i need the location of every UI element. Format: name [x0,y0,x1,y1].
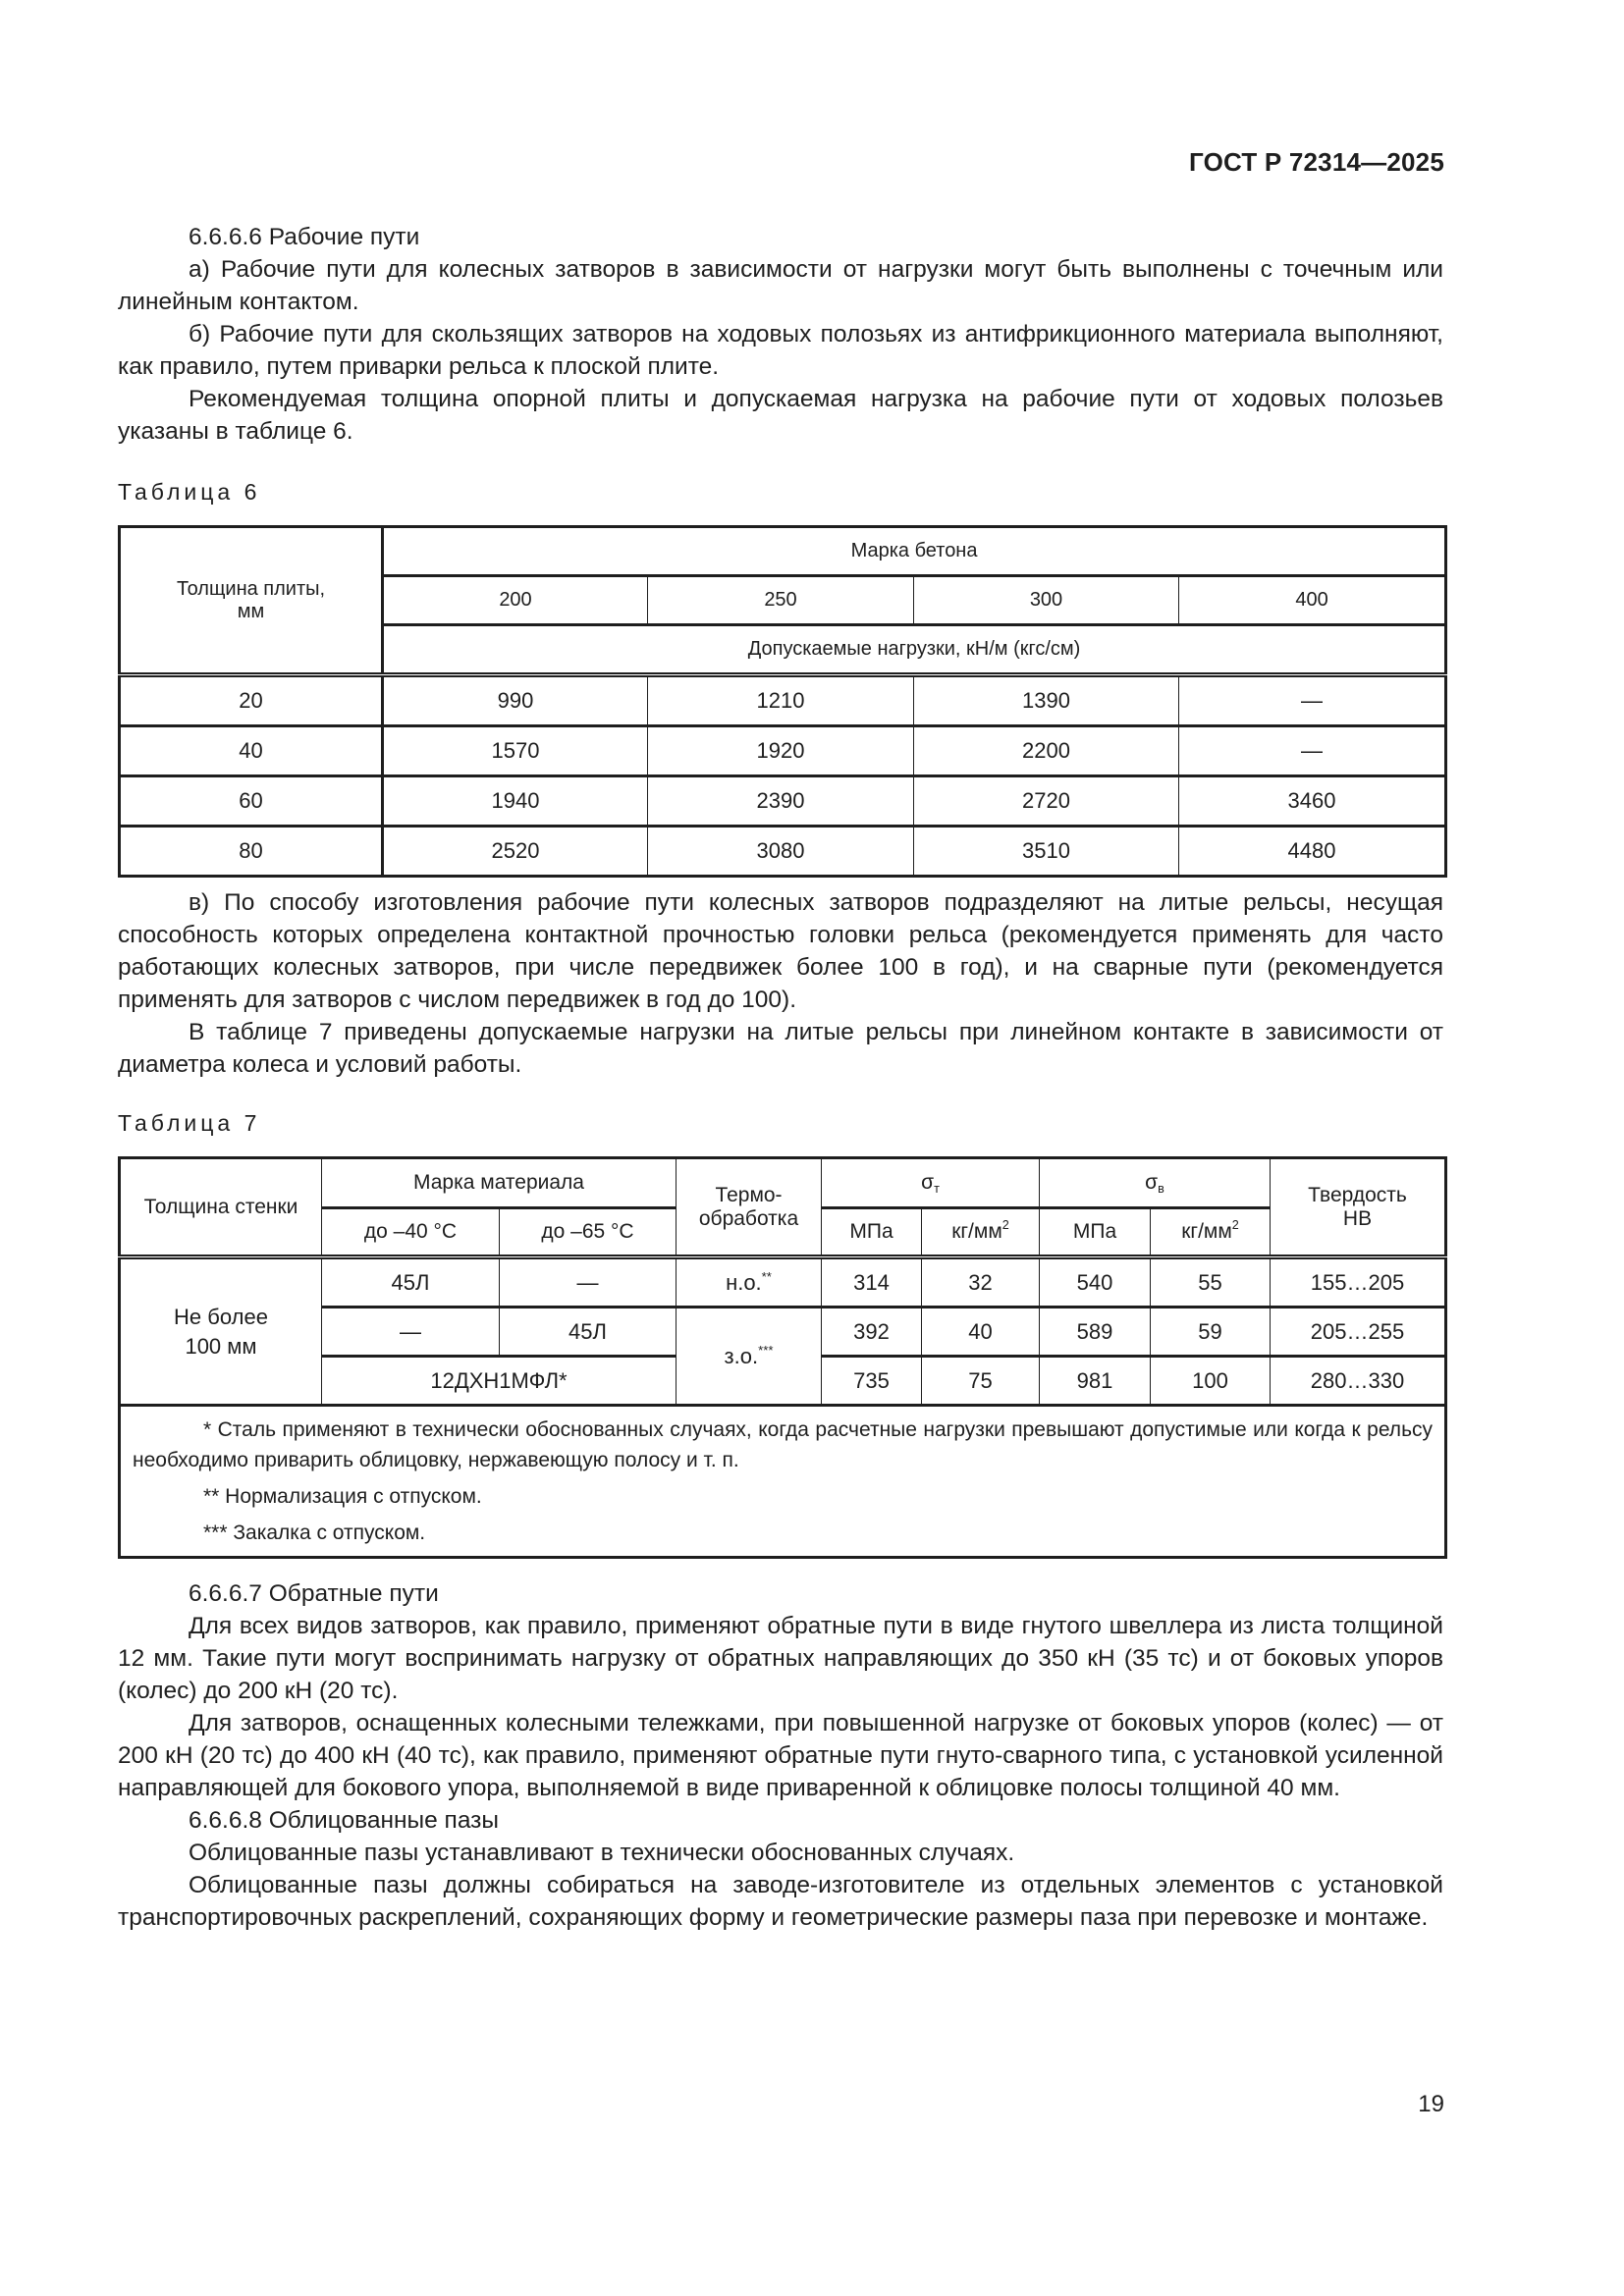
table-row [120,726,1446,776]
header-yield-strength [822,1158,1040,1208]
sigma-symbol: σ [1145,1171,1159,1194]
unit-label: кг/мм [1181,1220,1232,1243]
footnote-ref: *** [758,1342,774,1358]
cell-value: 1940 [383,776,648,827]
cell-value: 2720 [914,776,1179,827]
cell-value: 3460 [1179,776,1446,827]
cell-value: — [1179,675,1446,726]
header-tensile-strength [1040,1158,1271,1208]
cell-wall-thickness: Не более 100 мм [120,1257,322,1406]
table-6-caption: Таблица 6 [118,479,261,505]
cell-yield-mpa: 314 [822,1257,922,1308]
paragraph: Облицованные пазы устанавливают в технически обоснованных случаях. [189,1840,1015,1866]
paragraph-b: б) Рабочие пути для скользящих затворов на ходовых полозьях из антифрикционного материала выполняют, как правило, путем приварки рельса к плоской плите. [118,321,1443,380]
cell-thickness: 80 [120,827,383,877]
treatment-code: н.о. [726,1269,762,1295]
table-7-caption: Таблица 7 [118,1110,261,1136]
paragraph-v: в) По способу изготовления рабочие пути колесных затворов подразделяют на литые рельсы, несущая способность которых определена контактной прочностью головки рельса (рекомендуется применять для часто работающих колесных затворов, при числе передвижек более 100 в год), и на сварные пути (рекомендуется применять для затворов с числом передвижек в год до 100). [118,889,1443,1013]
cell-material-65: — [500,1257,677,1308]
unit-exponent: 2 [1001,1218,1009,1233]
cell-material-merged: 12ДХН1МФЛ* [322,1357,677,1406]
section-title: 6.6.6.7 Обратные пути [189,1580,439,1607]
header-grade-400: 400 [1179,576,1446,625]
sigma-subscript: т [934,1181,940,1196]
header-grade-250: 250 [648,576,914,625]
header-concrete-grade: Марка бетона [383,527,1446,576]
paragraph-a: а) Рабочие пути для колесных затворов в зависимости от нагрузки могут быть выполнены с точечным или линейным контактом. [118,256,1443,315]
sigma-subscript: в [1158,1181,1164,1196]
page-number: 19 [1418,2091,1444,2117]
footnote-2: ** Нормализация с отпуском. [203,1485,482,1508]
cell-value: 4480 [1179,827,1446,877]
cell-thickness: 40 [120,726,383,776]
cell-value: 2200 [914,726,1179,776]
cell-thickness: 20 [120,675,383,726]
cell-value: 990 [383,675,648,726]
cell-hardness: 280…330 [1271,1357,1446,1406]
cell-yield-mpa: 392 [822,1308,922,1357]
table-7 [118,1156,1447,1559]
header-temp-40: до –40 °С [322,1208,500,1257]
table-row [120,776,1446,827]
cell-tensile-mpa: 589 [1040,1308,1151,1357]
cell-value: 1390 [914,675,1179,726]
cell-tensile-kg: 55 [1151,1257,1271,1308]
cell-value: 3510 [914,827,1179,877]
paragraph-table7-intro: В таблице 7 приведены допускаемые нагрузки на литые рельсы при линейном контакте в зависимости от диаметра колеса и условий работы. [118,1019,1443,1078]
cell-tensile-mpa: 981 [1040,1357,1151,1406]
table-notes [120,1406,1446,1558]
cell-tensile-kg: 59 [1151,1308,1271,1357]
treatment-code: з.о. [724,1343,759,1368]
header-plate-thickness: Толщина плиты, мм [120,527,383,675]
cell-material-40: — [322,1308,500,1357]
cell-yield-kg: 40 [922,1308,1040,1357]
cell-value: 2520 [383,827,648,877]
footnote-3: *** Закалка с отпуском. [203,1522,426,1544]
cell-value: 1920 [648,726,914,776]
cell-tensile-kg: 100 [1151,1357,1271,1406]
section-6-6-6-6 [118,221,1443,448]
footnote-ref: ** [761,1268,772,1284]
sigma-symbol: σ [921,1171,935,1194]
header-heat-treatment-label: Термо-обработка [698,1183,799,1230]
cell-yield-kg: 32 [922,1257,1040,1308]
cell-hardness: 155…205 [1271,1257,1446,1308]
paragraph: Облицованные пазы должны собираться на заводе-изготовителе из отдельных элементов с установкой транспортировочных раскреплений, сохраняющих форму и геометрические размеры паза при перевозке и монтаже. [118,1872,1443,1931]
cell-thickness: 60 [120,776,383,827]
header-mpa: МПа [1040,1208,1151,1257]
paragraph-recommendation: Рекомендуемая толщина опорной плиты и допускаемая нагрузка на рабочие пути от ходовых полозьев указаны в таблице 6. [118,386,1443,445]
header-grade-200: 200 [383,576,648,625]
table-row [120,675,1446,726]
header-heat-treatment [677,1158,822,1257]
cell-value: 2390 [648,776,914,827]
cell-value: 1210 [648,675,914,726]
table-row [120,1257,1446,1308]
header-kgmm [922,1208,1040,1257]
header-material-grade: Марка материала [322,1158,677,1208]
section-title: 6.6.6.8 Облицованные пазы [189,1807,500,1834]
header-kgmm [1151,1208,1271,1257]
header-grade-300: 300 [914,576,1179,625]
section-title: 6.6.6.6 Рабочие пути [189,224,420,250]
header-wall-thickness: Толщина стенки [120,1158,322,1257]
cell-tensile-mpa: 540 [1040,1257,1151,1308]
cell-hardness: 205…255 [1271,1308,1446,1357]
header-allowable-loads: Допускаемые нагрузки, кН/м (кгс/см) [383,625,1446,675]
header-mpa: МПа [822,1208,922,1257]
cell-value: 1570 [383,726,648,776]
document-designation: ГОСТ Р 72314—2025 [1189,147,1444,177]
cell-material-65: 45Л [500,1308,677,1357]
section-6-6-6-7 [118,1577,1443,1934]
unit-exponent: 2 [1231,1218,1239,1233]
header-hardness: Твердость НВ [1271,1158,1446,1257]
cell-material-40: 45Л [322,1257,500,1308]
paragraph: Для затворов, оснащенных колесными тележками, при повышенной нагрузке от боковых упоров (колес) — от 200 кН (20 тс) до 400 кН (40 тс), как правило, применяют обратные пути гнуто-сварного типа, с установкой усиленной направляющей для бокового упора, выполняемой в виде приваренной к облицовке полосы толщиной 40 мм. [118,1710,1443,1801]
footnote-1: * Сталь применяют в технически обоснованных случаях, когда расчетные нагрузки превышают допустимые или когда к рельсу необходимо приварить облицовку, нержавеющую полосу и т. п. [133,1418,1434,1471]
unit-label: кг/мм [951,1220,1002,1243]
cell-heat-treatment [677,1257,822,1308]
cell-yield-mpa: 735 [822,1357,922,1406]
table-6 [118,525,1447,878]
cell-heat-treatment [677,1308,822,1406]
header-temp-65: до –65 °С [500,1208,677,1257]
cell-value: — [1179,726,1446,776]
table-row [120,827,1446,877]
cell-value: 3080 [648,827,914,877]
paragraph: Для всех видов затворов, как правило, применяют обратные пути в виде гнутого швеллера из листа толщиной 12 мм. Такие пути могут воспринимать нагрузку от обратных направляющих до 350 кН (35 тс) и от боковых упоров (колес) до 200 кН (20 тс). [118,1613,1443,1704]
cell-yield-kg: 75 [922,1357,1040,1406]
section-rails-types [118,886,1443,1081]
